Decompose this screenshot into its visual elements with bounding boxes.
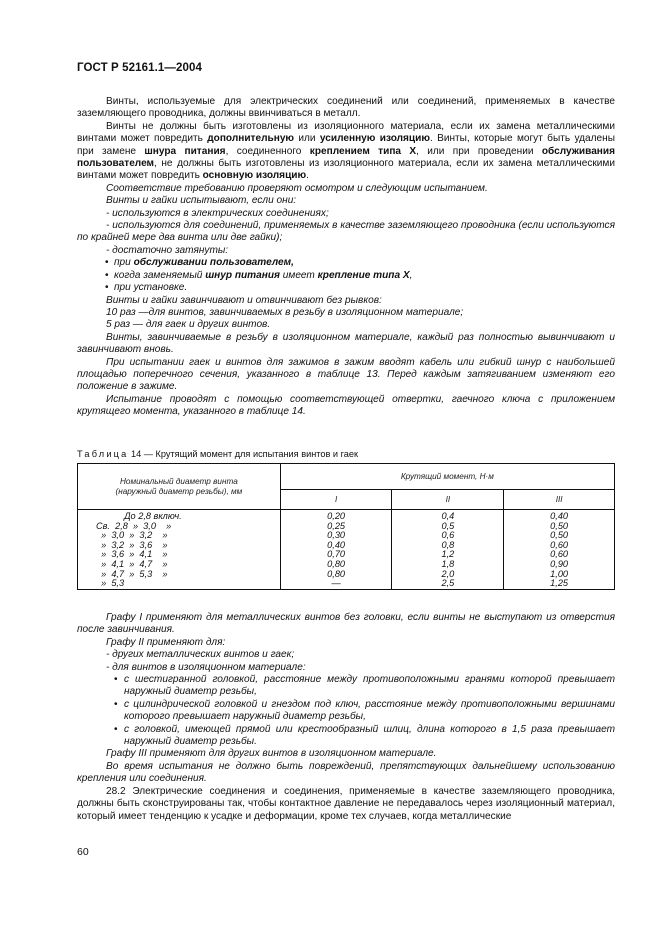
col-header-II: II <box>392 490 504 510</box>
bullet-item: • с шестигранной головкой, расстояние между противоположными гранями которой превышает наружный диаметр резьбы, <box>114 674 615 698</box>
paragraph: Испытание проводят с помощью соответствующей отвертки, гаечного ключа с приложением крутящего момента, указанного в таблице 14. <box>77 393 615 418</box>
paragraph: Графу III применяют для других винтов в изоляционном материале. <box>106 748 437 760</box>
paragraph: При испытании гаек и винтов для зажимов в зажим вводят кабель или гибкий шнур с наибольшей площадью поперечного сечения, указанного в таблице 13. Перед каждым затягиванием изменяют его положение в зажиме. <box>77 356 615 393</box>
col-header-diameter: Номинальный диаметр винта (наружный диаметр резьбы), мм <box>78 464 281 510</box>
table-row: » 3,0 » 3,2 » 0,30 0,6 0,50 <box>78 531 615 541</box>
document-header: ГОСТ Р 52161.1—2004 <box>77 62 202 74</box>
table-row: » 4,1 » 4,7 » 0,80 1,8 0,90 <box>78 560 615 570</box>
text-block-upper <box>77 96 615 419</box>
col-header-III: III <box>504 490 615 510</box>
paragraph: Винты и гайки завинчивают и отвинчивают без рывков: <box>106 294 382 306</box>
list-item: - используются для соединений, применяемых в качестве заземляющего проводника (если используются по крайней мере два винта или две гайки); <box>77 220 615 244</box>
bullet-item: • когда заменяемый шнур питания имеет крепление типа X, <box>77 270 615 282</box>
table-caption: Таблица 14 — Крутящий момент для испытания винтов и гаек <box>77 449 359 459</box>
paragraph: 5 раз — для гаек и других винтов. <box>106 319 271 331</box>
table-row: До 2,8 включ. 0,20 0,4 0,40 <box>78 510 615 522</box>
paragraph: Винты, используемые для электрических соединений или соединений, применяемых в качестве заземляющего проводника, должны ввинчиваться в металл. <box>77 96 615 120</box>
bullet-item: • при установке. <box>77 282 615 294</box>
paragraph: Соответствие требованию проверяют осмотром и следующим испытанием. <box>106 182 488 194</box>
table-row: » 5,3 — 2,5 1,25 <box>78 579 615 589</box>
table-row: » 3,2 » 3,6 » 0,40 0,8 0,60 <box>78 541 615 551</box>
paragraph: Графу II применяют для: <box>106 636 226 648</box>
bullet-item: • с цилиндрической головкой и гнездом под ключ, расстояние между противоположными вершинами которого превышает наружный диаметр резьбы, <box>114 698 615 723</box>
col-header-torque: Крутящий момент, Н·м <box>280 464 614 490</box>
bullet-item: • с головкой, имеющей прямой или крестообразный шлиц, длина которого в 1,5 раза превышает наружный диаметр резьбы. <box>114 723 615 748</box>
list-item: - используются в электрических соединениях; <box>106 207 329 219</box>
paragraph: 28.2 Электрические соединения и соединения, применяемые в качестве заземляющего проводника, должны быть сконструированы так, чтобы контактное давление не передавалось через изоляционный материал, который имеет тенденцию к усадке и деформации, кроме тех случаев, когда металлические <box>77 785 615 822</box>
list-item: - других металлических винтов и гаек; <box>106 649 295 661</box>
paragraph: Во время испытания не должно быть повреждений, препятствующих дальнейшему использованию крепления или соединения. <box>77 760 615 785</box>
table-row: » 4,7 » 5,3 » 0,80 2,0 1,00 <box>78 570 615 580</box>
paragraph: 10 раз —для винтов, завинчиваемых в резьбу в изоляционном материале; <box>106 306 464 318</box>
list-item: - достаточно затянуты: <box>106 244 229 256</box>
paragraph: Винты не должны быть изготовлены из изоляционного материала, если их замена металлическими винтами может повредить дополнительную или усиленную изоляцию. Винты, которые могут быть удалены при замене шнура питания, соединенного креплением типа X, или при проведении обслуживания пользователем, не должны быть изготовлены из изоляционного материала, если их замена металлическими винтами может повредить основную изоляцию. <box>77 120 615 182</box>
paragraph: Винты, завинчиваемые в резьбу в изоляционном материале, каждый раз полностью вывинчивают и завинчивают вновь. <box>77 331 615 356</box>
page-number: 60 <box>77 846 89 858</box>
table-row: Св. 2,8 » 3,0 » 0,25 0,5 0,50 <box>78 522 615 532</box>
paragraph: Графу I применяют для металлических винтов без головки, если винты не выступают из отверстия после завинчивания. <box>77 612 615 636</box>
list-item: - для винтов в изоляционном материале: <box>106 661 306 673</box>
table-row: » 3,6 » 4,1 » 0,70 1,2 0,60 <box>78 550 615 560</box>
torque-table <box>77 463 615 590</box>
paragraph: Винты и гайки испытывают, если они: <box>106 195 297 207</box>
text-block-lower <box>77 612 615 823</box>
bullet-item: • при обслуживании пользователем, <box>77 257 615 269</box>
col-header-I: I <box>280 490 392 510</box>
